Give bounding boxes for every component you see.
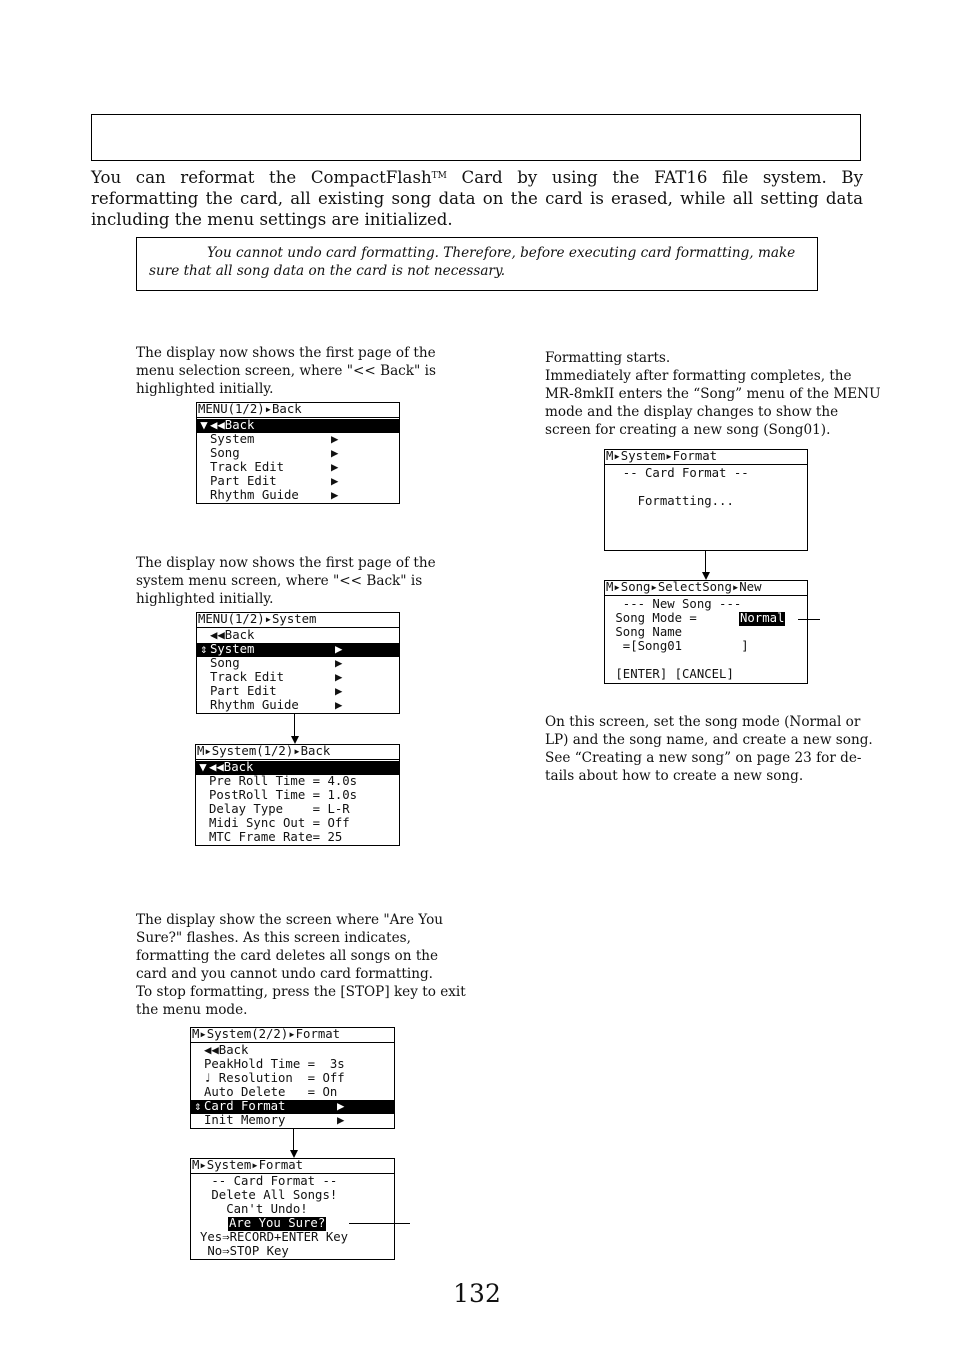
are-you-sure-highlight: Are You Sure? — [229, 1216, 326, 1230]
flow-arrow-line-2 — [293, 1129, 294, 1150]
lcd-menu-system: MENU(1/2)▸System ◀◀Back ⇕ System ▶ Song ▶ Track Edit ▶ Part Edit ▶ Rhythm Guide ▶ — [196, 612, 400, 714]
lcd-format-confirm: M▸System▸Format -- Card Format -- Delete All Songs! Can't Undo! Are You Sure? Yes⇒RECORD+ENTER Key No⇒STOP Key — [190, 1158, 395, 1260]
lcd-system-page2: M▸System(2/2)▸Format ◀◀Back PeakHold Time = 3s ♩ Resolution = Off Auto Delete = On ⇕ Card Format ▶ Init Memory ▶ — [190, 1027, 395, 1129]
callout-line-newsong — [798, 619, 820, 620]
flow-arrow-head-3 — [702, 572, 710, 580]
step4-description: Formatting starts. Immediately after formatting completes, the MR-8mkII enters the “Song” menu of the MENU mode and the display changes to show the screen for creating a new song (Song01). — [545, 350, 881, 438]
intro-paragraph: You can reformat the CompactFlash™ Card by using the FAT16 file system. By reformatting the card, all existing song data on the card is erased, while all setting data including the menu settings are initialized. — [91, 168, 863, 229]
flow-arrow-line-1 — [294, 714, 295, 736]
flow-arrow-head-2 — [290, 1150, 298, 1158]
song-mode-value: Normal — [740, 611, 785, 625]
step2-description: The display now shows the first page of the system menu screen, where "<< Back" is highlighted initially. — [136, 555, 436, 607]
note-box — [136, 237, 818, 291]
lcd-menu-back: MENU(1/2)▸Back ▼ ◀◀Back System ▶ Song ▶ Track Edit ▶ Part Edit ▶ Rhythm Guide ▶ — [196, 402, 400, 504]
page-number: 132 — [453, 1279, 501, 1308]
callout-line-confirm — [349, 1223, 410, 1224]
step1-description: The display now shows the first page of the menu selection screen, where "<< Back" is highlighted initially. — [136, 345, 436, 397]
lcd-system-page1: M▸System(1/2)▸Back ▼ ◀◀Back Pre Roll Time = 4.0s PostRoll Time = 1.0s Delay Type = L-R Midi Sync Out = Off MTC Frame Rate= 25 — [195, 744, 400, 846]
lcd-new-song: M▸Song▸SelectSong▸New --- New Song --- Song Mode = Normal Song Name =[Song01 ] [ENTER] [CANCEL] — [604, 580, 808, 684]
section-title-box — [91, 114, 861, 161]
lcd-formatting: M▸System▸Format -- Card Format -- Formatting... — [604, 449, 808, 551]
trademark-mark: TM — [431, 171, 447, 181]
flow-arrow-head-1 — [291, 736, 299, 744]
step3-description: The display show the screen where "Are You Sure?" flashes. As this screen indicates, formatting the card deletes all songs on the card and you cannot undo card formatting. To stop formatting, press the [STOP] key to exit the menu mode. — [136, 912, 466, 1018]
flow-arrow-line-3 — [705, 551, 706, 572]
step5-description: On this screen, set the song mode (Normal or LP) and the song name, and create a new song. See “Creating a new song” on page 23 for de- tails about how to create a new song. — [545, 714, 873, 784]
note-line-2: sure that all song data on the card is not necessary. — [149, 263, 506, 279]
note-line-1: You cannot undo card formatting. Therefore, before executing card formatting, make — [207, 245, 796, 261]
